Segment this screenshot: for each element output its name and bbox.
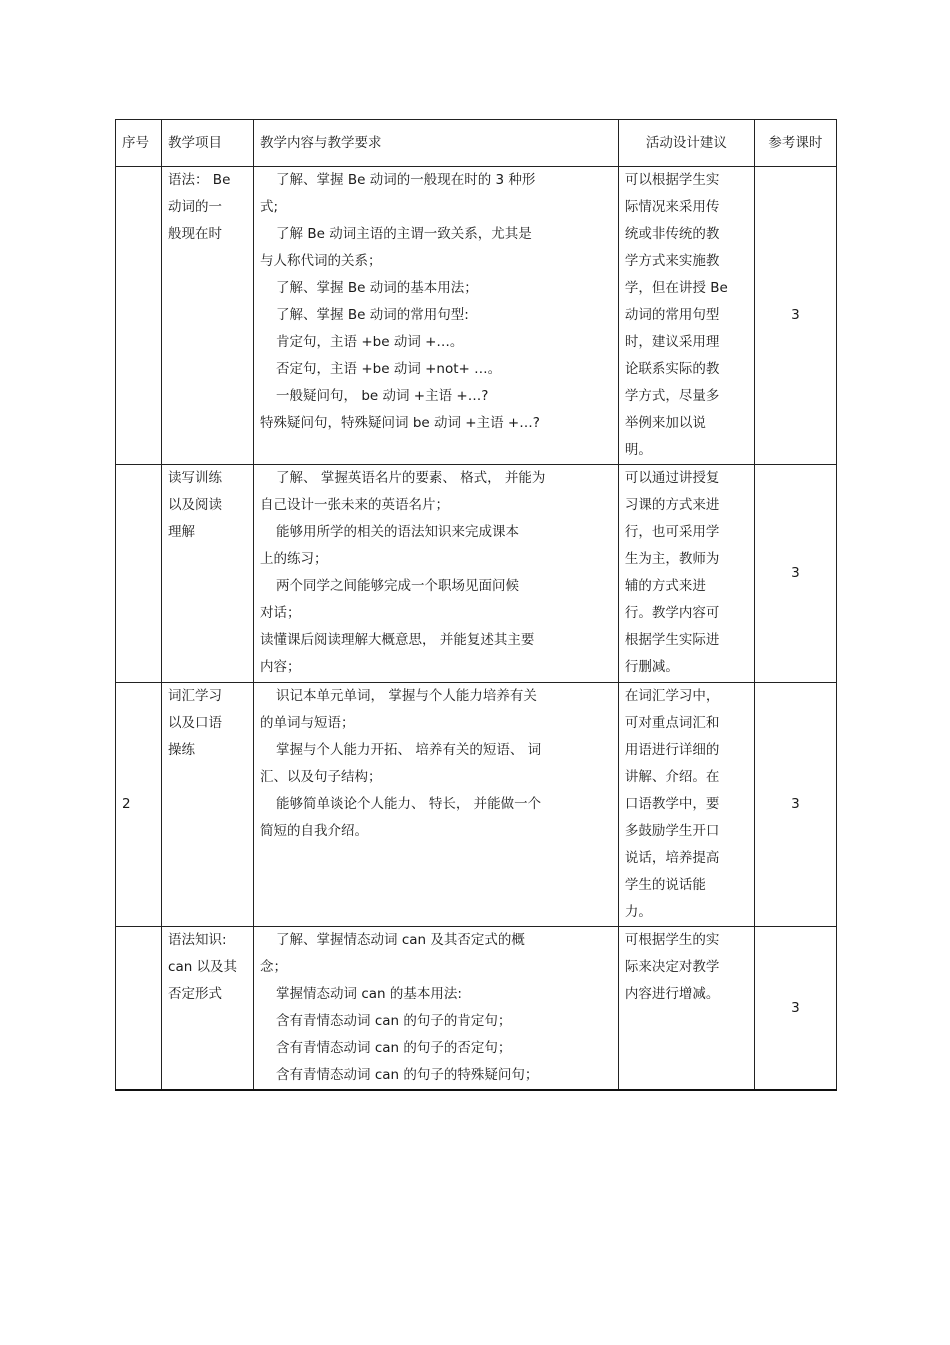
content-line: 念； [260, 959, 288, 975]
content-line: 特殊疑问句，特殊疑问词 be 动词 +主语 +…? [260, 415, 540, 431]
content-line: 式; [260, 199, 279, 215]
cell-item [162, 927, 254, 1091]
content-line: 自己设计一张未来的英语名片； [260, 497, 450, 513]
content-line: 读懂课后阅读理解大概意思， 并能复述其主要 [260, 632, 535, 648]
item-line: 动词的一 [168, 199, 223, 215]
cell-content [254, 465, 619, 683]
table-row [116, 167, 837, 465]
activity-line: 统或非传统的教 [624, 226, 720, 242]
item-line: can 以及其 [168, 959, 238, 975]
content-line: 汇、以及句子结构； [260, 769, 382, 785]
content-line: 掌握与个人能力开拓、 培养有关的短语、 词 [276, 742, 542, 758]
activity-line: 学，但在讲授 Be [624, 280, 728, 296]
content-line: 了解、掌握情态动词 can 及其否定式的概 [276, 932, 525, 948]
header-activity: 活动设计建议 [618, 120, 754, 167]
cell-activity [618, 465, 754, 683]
header-row [116, 120, 837, 167]
content-line: 与人称代词的关系； [260, 253, 382, 269]
content-line: 上的练习； [260, 551, 328, 567]
cell-hours: 3 [754, 927, 836, 1091]
content-line: 含有青情态动词 can 的句子的特殊疑问句； [276, 1067, 539, 1083]
content-line: 了解、掌握 Be 动词的一般现在时的 3 种形 [276, 172, 536, 188]
activity-line: 可根据学生的实 [624, 932, 720, 948]
content-line: 两个同学之间能够完成一个职场见面问候 [276, 578, 520, 594]
activity-line: 行，也可采用学 [624, 524, 720, 540]
activity-line: 时，建议采用理 [624, 334, 720, 350]
content-line: 能够用所学的相关的语法知识来完成课本 [276, 524, 520, 540]
cell-content [254, 167, 619, 465]
content-line: 了解、掌握 Be 动词的常用句型: [276, 307, 469, 323]
activity-line: 行。教学内容可 [624, 605, 720, 621]
item-line: 以及口语 [168, 715, 223, 731]
activity-line: 内容进行增减。 [624, 986, 720, 1002]
item-line: 语法： Be [168, 172, 231, 188]
activity-line: 讲解、介绍。在 [624, 769, 720, 785]
activity-line: 可以根据学生实 [624, 172, 720, 188]
cell-hours: 3 [754, 465, 836, 683]
activity-line: 力。 [624, 904, 652, 920]
cell-index: 2 [116, 683, 162, 927]
activity-line: 用语进行详细的 [624, 742, 720, 758]
content-line: 含有青情态动词 can 的句子的肯定句； [276, 1013, 512, 1029]
item-line: 语法知识: [168, 932, 227, 948]
activity-line: 学生的说话能 [624, 877, 706, 893]
item-line: 般现在时 [168, 226, 223, 242]
cell-content [254, 683, 619, 927]
activity-line: 辅的方式来进 [624, 578, 706, 594]
table-row [116, 683, 837, 927]
item-line: 词汇学习 [168, 688, 223, 704]
content-line: 内容； [260, 659, 301, 675]
cell-item [162, 167, 254, 465]
activity-line: 在词汇学习中， [624, 688, 720, 704]
header-index: 序号 [116, 120, 162, 167]
table-row [116, 465, 837, 683]
activity-line: 际情况来采用传 [624, 199, 720, 215]
activity-line: 举例来加以说 [624, 415, 706, 431]
activity-line: 论联系实际的教 [624, 361, 720, 377]
cell-activity [618, 167, 754, 465]
content-line: 简短的自我介绍。 [260, 823, 369, 839]
header-hours: 参考课时 [754, 120, 836, 167]
cell-item [162, 683, 254, 927]
cell-content [254, 927, 619, 1091]
activity-line: 口语教学中，要 [624, 796, 720, 812]
content-line: 了解、 掌握英语名片的要素、 格式， 并能为 [276, 470, 546, 486]
syllabus-table [115, 119, 837, 1091]
item-line: 以及阅读 [168, 497, 223, 513]
activity-line: 动词的常用句型 [624, 307, 720, 323]
activity-line: 多鼓励学生开口 [624, 823, 720, 839]
activity-line: 可对重点词汇和 [624, 715, 720, 731]
header-item: 教学项目 [162, 120, 254, 167]
activity-line: 可以通过讲授复 [624, 470, 720, 486]
activity-line: 明。 [624, 442, 652, 458]
activity-line: 说话，培养提高 [624, 850, 720, 866]
cell-item [162, 465, 254, 683]
activity-line: 学方式，尽量多 [624, 388, 720, 404]
table-row [116, 927, 837, 1091]
content-line: 识记本单元单词， 掌握与个人能力培养有关 [276, 688, 537, 704]
content-line: 否定句，主语 +be 动词 +not+ …。 [276, 361, 502, 377]
item-line: 理解 [168, 524, 196, 540]
cell-index [116, 167, 162, 465]
item-line: 否定形式 [168, 986, 223, 1002]
cell-activity [618, 927, 754, 1091]
cell-hours: 3 [754, 683, 836, 927]
cell-index [116, 465, 162, 683]
item-line: 操练 [168, 742, 196, 758]
cell-index [116, 927, 162, 1091]
activity-line: 行删减。 [624, 659, 679, 675]
activity-line: 根据学生实际进 [624, 632, 720, 648]
content-line: 一般疑问句， be 动词 +主语 +…? [276, 388, 489, 404]
content-line: 了解、掌握 Be 动词的基本用法； [276, 280, 478, 296]
activity-line: 学方式来实施教 [624, 253, 720, 269]
content-line: 含有青情态动词 can 的句子的否定句； [276, 1040, 512, 1056]
content-line: 的单词与短语； [260, 715, 355, 731]
item-line: 读写训练 [168, 470, 223, 486]
content-line: 肯定句，主语 +be 动词 +…。 [276, 334, 464, 350]
content-line: 能够简单谈论个人能力、 特长， 并能做一个 [276, 796, 542, 812]
cell-hours: 3 [754, 167, 836, 465]
activity-line: 习课的方式来进 [624, 497, 720, 513]
cell-activity [618, 683, 754, 927]
content-line: 对话； [260, 605, 301, 621]
content-line: 掌握情态动词 can 的基本用法: [276, 986, 462, 1002]
activity-line: 生为主，教师为 [624, 551, 720, 567]
content-line: 了解 Be 动词主语的主谓一致关系，尤其是 [276, 226, 532, 242]
header-content: 教学内容与教学要求 [254, 120, 619, 167]
activity-line: 际来决定对教学 [624, 959, 720, 975]
